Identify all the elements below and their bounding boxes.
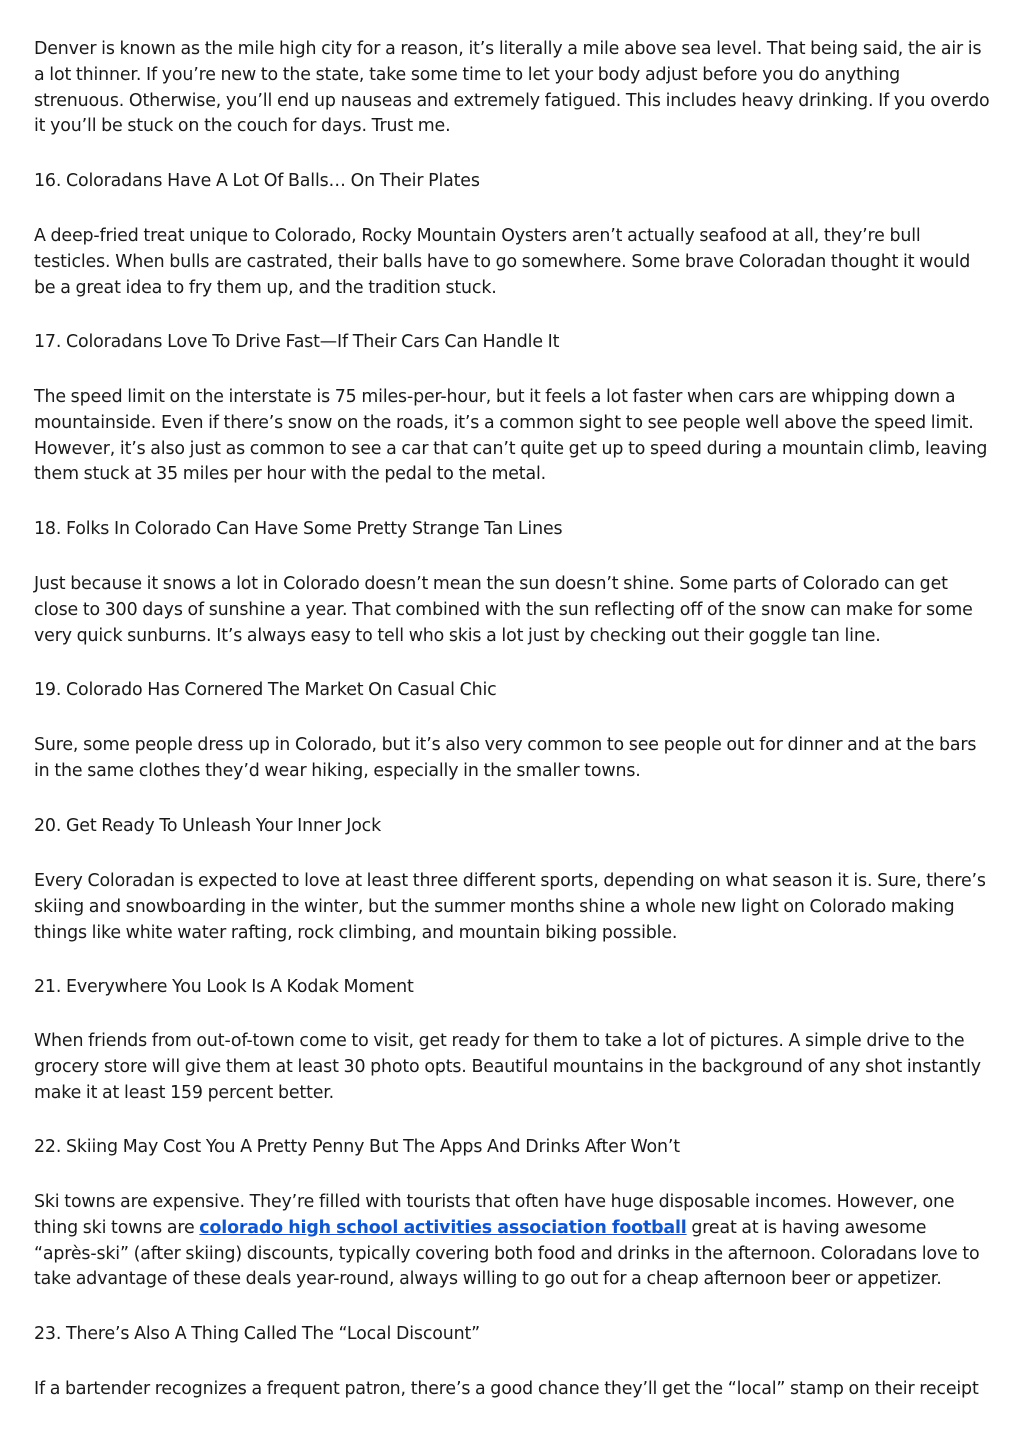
- section-heading-18: 18. Folks In Colorado Can Have Some Pretty Strange Tan Lines: [34, 519, 563, 539]
- section-paragraph-18: Just because it snows a lot in Colorado doesn’t mean the sun doesn’t shine. Some parts of Colorado can get close to 300 days of sunshine a year. That combined with the sun reflecting off of the snow can make for some very quick sunburns. It’s always easy to tell who skis a lot just by checking out their goggle tan line.: [34, 574, 973, 646]
- intro-paragraph: Denver is known as the mile high city for a reason, it’s literally a mile above sea level. That being said, the air is a lot thinner. If you’re new to the state, take some time to let your body adjust before you do anything strenuous. Otherwise, you’ll end up nauseas and extremely fatigued. This includes heavy drinking. If you overdo it you’ll be stuck on the couch for days. Trust me.: [34, 39, 990, 137]
- paragraph-text-segment: Ski towns are expensive. They’re filled with tourists that often have huge disposable incomes. However, one thing ski towns are: [34, 1192, 955, 1238]
- football-link[interactable]: colorado high school activities association football: [199, 1217, 687, 1238]
- section-heading-19: 19. Colorado Has Cornered The Market On Casual Chic: [34, 680, 497, 700]
- section-paragraph-16: A deep-fried treat unique to Colorado, Rocky Mountain Oysters aren’t actually seafood at all, they’re bull testicles. When bulls are castrated, their balls have to go somewhere. Some brave Coloradan thought it would be a great idea to fry them up, and the tradition stuck.: [34, 226, 971, 298]
- section-paragraph-23: If a bartender recognizes a frequent patron, there’s a good chance they’ll get the “local” stamp on their receipt: [34, 1379, 979, 1399]
- section-heading-21: 21. Everywhere You Look Is A Kodak Moment: [34, 977, 414, 997]
- section-paragraph-20: Every Coloradan is expected to love at least three different sports, depending on what season it is. Sure, there’s skiing and snowboarding in the winter, but the summer months shine a whole new light on Colorado making things like white water rafting, rock climbing, and mountain biking possible.: [34, 871, 986, 943]
- section-heading-20: 20. Get Ready To Unleash Your Inner Jock: [34, 816, 382, 836]
- section-heading-22: 22. Skiing May Cost You A Pretty Penny But The Apps And Drinks After Won’t: [34, 1137, 680, 1157]
- section-paragraph-21: When friends from out-of-town come to visit, get ready for them to take a lot of pictures. A simple drive to the grocery store will give them at least 30 photo opts. Beautiful mountains in the background of any shot instantly make it at least 159 percent better.: [34, 1031, 981, 1103]
- section-heading-17: 17. Coloradans Love To Drive Fast—If Their Cars Can Handle It: [34, 332, 560, 352]
- section-heading-23: 23. There’s Also A Thing Called The “Local Discount”: [34, 1324, 480, 1344]
- section-paragraph-19: Sure, some people dress up in Colorado, but it’s also very common to see people out for dinner and at the bars in the same clothes they’d wear hiking, especially in the smaller towns.: [34, 735, 977, 781]
- section-paragraph-17: The speed limit on the interstate is 75 miles-per-hour, but it feels a lot faster when cars are whipping down a mountainside. Even if there’s snow on the roads, it’s a common sight to see people well above the speed limit. However, it’s also just as common to see a car that can’t quite get up to speed during a mountain climb, leaving them stuck at 35 miles per hour with the pedal to the metal.: [34, 387, 988, 485]
- paragraph-text-segment: great at is having awesome “après-ski” (after skiing) discounts, typically covering both food and drinks in the afternoon. Coloradans love to take advantage of these deals year-round, always willing to go out for a cheap afternoon beer or appetizer.: [34, 1217, 980, 1290]
- section-paragraph-22: [34, 1190, 990, 1293]
- section-heading-16: 16. Coloradans Have A Lot Of Balls… On Their Plates: [34, 171, 480, 191]
